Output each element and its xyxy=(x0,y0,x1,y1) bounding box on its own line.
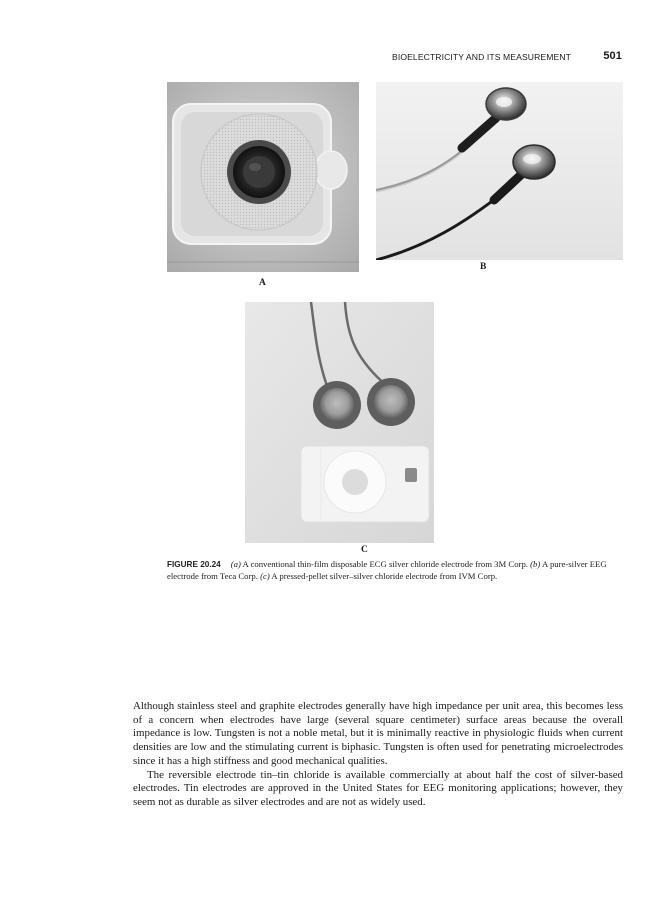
caption-part-c: A pressed-pellet silver–silver chloride electrode from IVM Corp. xyxy=(269,570,498,581)
body-paragraph: The reversible electrode tin–tin chloride is available commercially at about half the cost of silver-based electrodes. Tin electrodes are approved in the United States for EEG monitoring applications; however, they seem not as durable as silver electrodes and are not as widely used. xyxy=(133,768,623,808)
running-title: BIOELECTRICITY AND ITS MEASUREMENT xyxy=(392,52,571,62)
panel-label-a: A xyxy=(259,278,266,288)
page-number: 501 xyxy=(603,50,622,62)
silver-eeg-electrodes-photo xyxy=(376,82,623,260)
panel-label-b: B xyxy=(480,262,487,272)
caption-part-c-marker: (c) xyxy=(260,570,270,581)
caption-part-b-marker: (b) xyxy=(530,559,541,569)
caption-part-a: A conventional thin-film disposable ECG silver chloride electrode from 3M Corp. xyxy=(240,559,528,569)
running-head xyxy=(392,50,622,64)
body-text xyxy=(133,700,623,810)
pressed-pellet-electrodes-photo xyxy=(245,302,434,543)
figure-caption xyxy=(167,559,623,582)
thin-film-ecg-electrode-photo xyxy=(167,82,359,272)
caption-part-a-marker: (a) xyxy=(230,559,241,569)
figure-number: FIGURE 20.24 xyxy=(167,560,221,569)
caption-part-b: A pure-silver EEG electrode from Teca Corp. xyxy=(167,559,607,581)
body-paragraph: Although stainless steel and graphite electrodes generally have high impedance per unit area, this becomes less of a concern when electrodes have large (several square centimeter) surface areas because the overall impedance is low. Tungsten is not a noble metal, but it is minimally reactive in physiologic fluids when current densities are low and the stimulating current is biphasic. Tungsten is often used for penetrating microelectrodes since it has a high stiffness and good mechanical qualities. xyxy=(133,700,623,767)
panel-label-c: C xyxy=(361,545,368,555)
